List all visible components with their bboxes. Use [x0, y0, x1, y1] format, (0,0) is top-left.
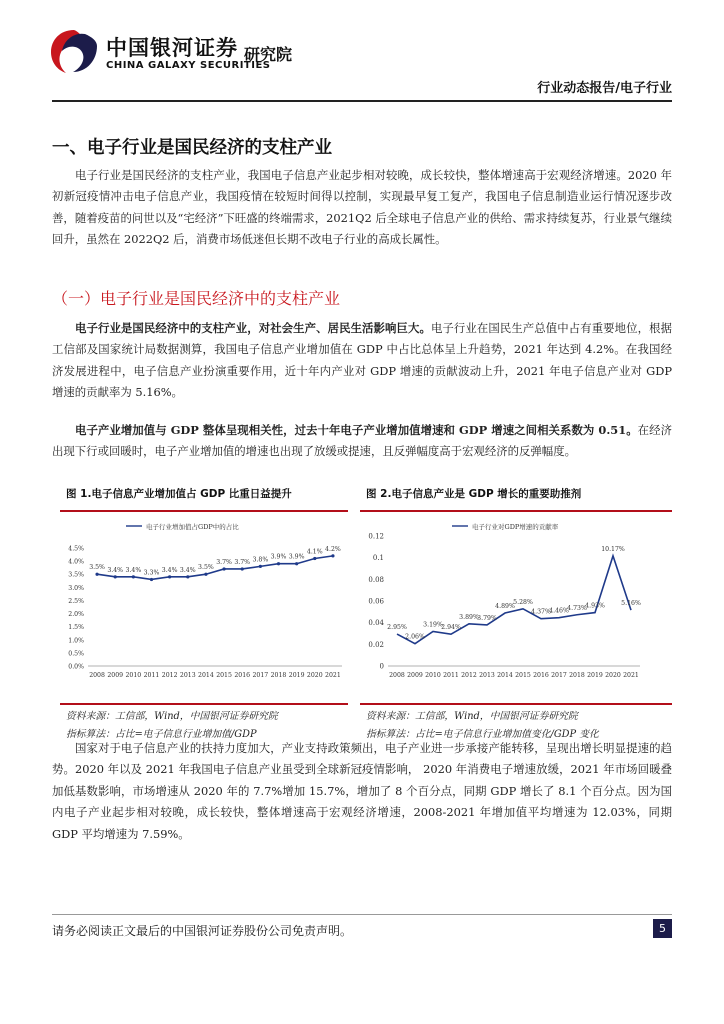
figure-1-bottom-rule: [60, 703, 348, 705]
data-label: 3.19%: [423, 621, 443, 629]
x-tick-label: 2019: [288, 672, 305, 679]
data-label: 2.06%: [405, 633, 425, 641]
y-tick-label: 0.02: [368, 640, 384, 649]
data-label: 3.79%: [477, 614, 497, 622]
y-tick-label: 0.08: [368, 575, 384, 584]
x-tick-label: 2020: [306, 672, 323, 679]
x-tick-label: 2014: [198, 672, 214, 679]
figure-1-method: 指标算法：占比=电子信息行业增加值/GDP: [66, 729, 257, 740]
footer-divider: [52, 914, 672, 915]
data-label: 3.5%: [198, 564, 214, 572]
figure-2-source: 资料来源：工信部，Wind，中国银河证券研究院: [366, 711, 578, 722]
data-label: 4.93%: [585, 602, 605, 610]
y-tick-label: 0.04: [368, 619, 384, 628]
paragraph-2-lead: 电子行业是国民经济中的支柱产业，对社会生产、居民生活影响巨大。: [75, 321, 431, 335]
paragraph-3-lead: 电子产业增加值与 GDP 整体呈现相关性，过去十年电子产业增加值增速和 GDP 增速之间相关系数为 0.51。: [75, 423, 638, 437]
data-label: 4.2%: [325, 545, 341, 553]
x-tick-label: 2010: [125, 672, 142, 679]
y-tick-label: 3.5%: [68, 571, 84, 579]
data-point: [114, 575, 117, 578]
x-tick-label: 2010: [425, 672, 441, 679]
data-point: [259, 565, 262, 568]
x-tick-label: 2012: [461, 672, 477, 679]
y-tick-label: 4.5%: [68, 545, 84, 553]
institute-name: 研究院: [244, 45, 293, 64]
x-tick-label: 2021: [325, 672, 341, 679]
figure-1-top-rule: [60, 510, 348, 512]
legend-label: 电子行业对GDP增速的贡献率: [472, 523, 559, 531]
y-tick-label: 0.0%: [68, 663, 84, 671]
y-tick-label: 0: [379, 662, 384, 671]
paragraph-4: 国家对于电子信息产业的扶持力度加大，产业支持政策频出，电子产业进一步承接产能转移，呈现出增长明显提速的趋势。2020 年以及 2021 年我国电子信息产业虽受到全球新冠疫情影响， 2020 年消费电子增速放缓，2021 年市场回暖叠加低基数影响，市场增速从 2020 年的 7.7%增加 15.7%，增加了 8 个百分点，同期 GDP 增长了 8.1 个百分点。因为国内电子产业起步相对较晚，成长较快，整体增速高于宏观经济增速，2008-2021 年增加值平均增速为 12.03%，同期 GDP 平均增速为 7.59%。: [52, 741, 672, 841]
page-number: 5: [653, 919, 672, 938]
logo-english-name: CHINA GALAXY SECURITIES: [106, 60, 271, 71]
x-tick-label: 2008: [389, 672, 405, 679]
data-label: 3.9%: [288, 553, 305, 561]
x-tick-label: 2009: [407, 672, 423, 679]
x-tick-label: 2009: [107, 672, 124, 679]
data-point: [295, 562, 298, 565]
data-label: 10.17%: [601, 545, 625, 553]
figure-2-bottom-rule: [360, 703, 672, 705]
data-point: [204, 573, 207, 576]
section-heading: 一、电子行业是国民经济的支柱产业: [52, 138, 332, 158]
data-label: 3.9%: [270, 553, 287, 561]
data-point: [222, 567, 225, 570]
data-label: 4.73%: [567, 604, 587, 612]
data-label: 2.95%: [387, 624, 407, 632]
y-tick-label: 2.0%: [68, 611, 84, 619]
data-point: [331, 554, 334, 557]
x-tick-label: 2008: [89, 672, 105, 679]
intro-paragraph: 电子行业是国民经济的支柱产业，我国电子信息产业起步相对较晚，成长较快，整体增速高于宏观经济增速。2020 年初新冠疫情冲击电子信息产业，我国疫情在较短时间得以控制，实现最早复工复产，我国电子信息制造业运行情况逐步改善，随着疫苗的问世以及“宅经济”下旺盛的终端需求，2021Q2 后全球电子信息产业的供给、需求持续复苏，行业景气继续回升，虽然在 2022Q2 后，消费市场低迷但长期不改电子行业的高成长属性。: [52, 168, 672, 247]
y-tick-label: 2.5%: [68, 597, 84, 605]
paragraph-2: [52, 318, 672, 404]
x-tick-label: 2018: [569, 672, 585, 679]
x-tick-label: 2020: [605, 672, 621, 679]
y-tick-label: 1.5%: [68, 624, 84, 632]
x-tick-label: 2016: [533, 672, 549, 679]
x-tick-label: 2011: [143, 672, 160, 679]
data-label: 5.16%: [621, 600, 641, 608]
x-tick-label: 2019: [587, 672, 603, 679]
paragraph-3-body: 在经济出现下行或回暖时，电子产业增加值的增速也出现了放缓或提速，且反弹幅度高于宏观经济的反弹幅度。: [52, 423, 672, 459]
x-tick-label: 2016: [234, 672, 251, 679]
data-label: 3.7%: [216, 558, 232, 566]
figure-2-method: 指标算法：占比=电子信息行业增加值变化/GDP 变化: [366, 729, 599, 740]
data-label: 3.7%: [234, 558, 251, 566]
data-label: 3.89%: [459, 613, 479, 621]
y-tick-label: 0.1: [372, 554, 384, 563]
figure-1-title: 图 1.电子信息产业增加值占 GDP 比重日益提升: [66, 488, 292, 500]
figure-2-top-rule: [360, 510, 672, 512]
data-label: 3.4%: [125, 566, 142, 574]
y-tick-label: 0.12: [368, 532, 384, 541]
y-tick-label: 4.0%: [68, 558, 84, 566]
x-tick-label: 2012: [161, 672, 178, 679]
y-tick-label: 1.0%: [68, 637, 84, 645]
y-tick-label: 3.0%: [68, 584, 84, 592]
paragraph-2-body: 电子行业在国民生产总值中占有重要地位，根据工信部及国家统计局数据测算，我国电子信息产业增加值在 GDP 中占比总体呈上升趋势，2021 年达到 4.2%。在我国经济发展进程中，电子信息产业扮演重要作用，近十年内产业对 GDP 增速的贡献波动上升，2021 年电子信息产业对 GDP 增速的贡献率为 5.16%。: [52, 321, 672, 400]
x-tick-label: 2017: [551, 672, 567, 679]
data-label: 3.3%: [143, 569, 160, 577]
data-label: 3.8%: [252, 556, 269, 564]
data-label: 3.5%: [89, 564, 105, 572]
data-point: [150, 578, 153, 581]
data-point: [168, 575, 171, 578]
data-point: [313, 557, 316, 560]
figure-1-chart: [60, 516, 348, 698]
data-label: 3.4%: [161, 566, 178, 574]
data-point: [277, 562, 280, 565]
figure-1-source: 资料来源：工信部，Wind，中国银河证券研究院: [66, 711, 278, 722]
data-label: 3.4%: [107, 566, 124, 574]
x-tick-label: 2011: [443, 672, 459, 679]
x-tick-label: 2013: [479, 672, 495, 679]
data-label: 3.4%: [179, 566, 196, 574]
data-label: 4.46%: [549, 607, 569, 615]
legend-label: 电子行业增加值占GDP中的占比: [146, 523, 239, 531]
data-label: 5.28%: [513, 598, 533, 606]
report-type: 行业动态报告/电子行业: [537, 81, 672, 96]
x-tick-label: 2018: [270, 672, 287, 679]
x-tick-label: 2014: [497, 672, 513, 679]
x-tick-label: 2017: [252, 672, 269, 679]
figure-2-title: 图 2.电子信息产业是 GDP 增长的重要助推剂: [366, 488, 582, 500]
header-divider: [52, 100, 672, 102]
footer-disclaimer: 请务必阅读正文最后的中国银河证券股份公司免责声明。: [52, 924, 353, 938]
paragraph-3: [52, 420, 672, 463]
data-label: 4.37%: [531, 608, 551, 616]
logo-chinese-name: 中国银河证券: [106, 36, 238, 60]
data-label: 4.89%: [495, 603, 515, 611]
y-tick-label: 0.5%: [68, 650, 84, 658]
figure-2-chart: [360, 516, 672, 698]
data-point: [241, 567, 244, 570]
y-tick-label: 0.06: [368, 597, 384, 606]
x-tick-label: 2015: [515, 672, 531, 679]
data-label: 2.94%: [441, 624, 461, 632]
x-tick-label: 2021: [623, 672, 639, 679]
data-point: [95, 573, 98, 576]
data-point: [186, 575, 189, 578]
subsection-heading: （一）电子行业是国民经济中的支柱产业: [52, 289, 341, 308]
x-tick-label: 2015: [216, 672, 232, 679]
data-point: [132, 575, 135, 578]
data-label: 4.1%: [306, 548, 323, 556]
company-logo-icon: [48, 26, 100, 76]
x-tick-label: 2013: [179, 672, 196, 679]
